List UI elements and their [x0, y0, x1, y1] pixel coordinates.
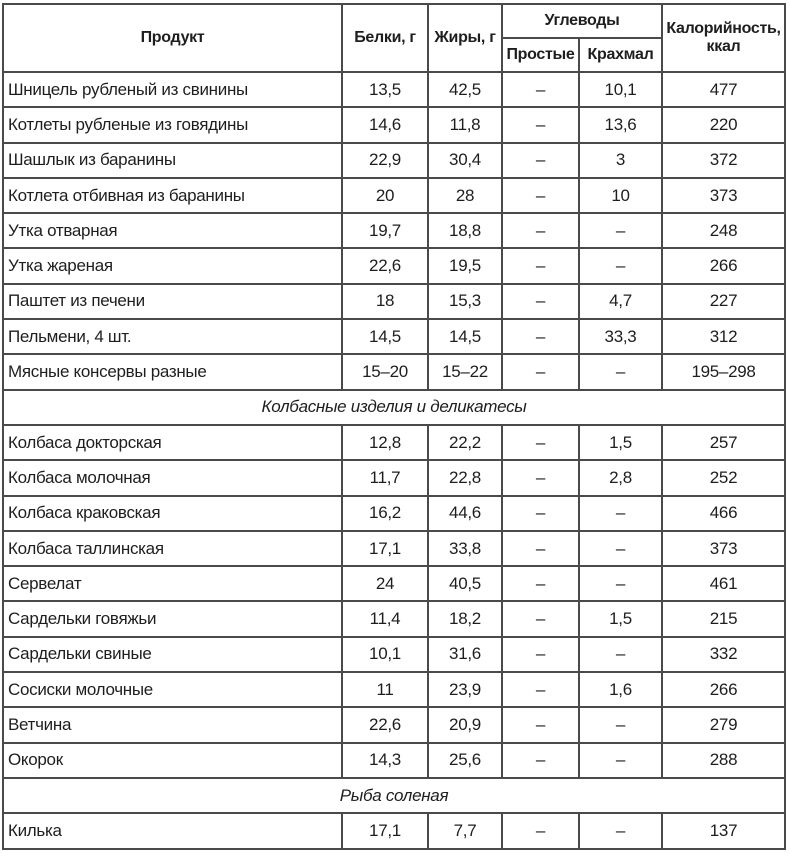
protein-cell: 11,7 — [342, 460, 428, 495]
fat-cell: 18,8 — [428, 213, 502, 248]
protein-cell: 22,6 — [342, 248, 428, 283]
product-cell: Котлеты рубленые из говядины — [3, 107, 342, 142]
starch-cell: 2,8 — [579, 460, 662, 495]
calories-cell: 266 — [662, 672, 785, 707]
table-row — [3, 284, 785, 319]
simple-carbs-cell: – — [502, 72, 579, 107]
calories-cell: 252 — [662, 460, 785, 495]
fat-cell: 31,6 — [428, 637, 502, 672]
product-cell: Сосиски молочные — [3, 672, 342, 707]
section-title: Рыба соленая — [3, 778, 785, 813]
protein-cell: 14,5 — [342, 319, 428, 354]
fat-cell: 23,9 — [428, 672, 502, 707]
table-row — [3, 460, 785, 495]
protein-cell: 10,1 — [342, 637, 428, 672]
table-row — [3, 672, 785, 707]
calories-cell: 195–298 — [662, 354, 785, 389]
table-row — [3, 813, 785, 848]
simple-carbs-cell: – — [502, 637, 579, 672]
section-row — [3, 390, 785, 425]
product-cell: Шашлык из баранины — [3, 143, 342, 178]
fat-cell: 14,5 — [428, 319, 502, 354]
fat-cell: 18,2 — [428, 601, 502, 636]
starch-cell: 1,5 — [579, 425, 662, 460]
calories-cell: 372 — [662, 143, 785, 178]
table-row — [3, 107, 785, 142]
protein-cell: 22,6 — [342, 707, 428, 742]
protein-cell: 22,9 — [342, 143, 428, 178]
product-cell: Килька — [3, 813, 342, 848]
starch-cell: 1,6 — [579, 672, 662, 707]
product-cell: Утка отварная — [3, 213, 342, 248]
starch-cell: 10,1 — [579, 72, 662, 107]
calories-cell: 220 — [662, 107, 785, 142]
product-cell: Шницель рубленый из свинины — [3, 72, 342, 107]
fat-cell: 11,8 — [428, 107, 502, 142]
simple-carbs-cell: – — [502, 813, 579, 848]
header-product: Продукт — [3, 4, 342, 72]
header-calories-line2: ккал — [706, 38, 741, 55]
simple-carbs-cell: – — [502, 284, 579, 319]
starch-cell: – — [579, 213, 662, 248]
product-cell: Ветчина — [3, 707, 342, 742]
fat-cell: 15–22 — [428, 354, 502, 389]
table-row — [3, 319, 785, 354]
protein-cell: 16,2 — [342, 496, 428, 531]
simple-carbs-cell: – — [502, 248, 579, 283]
section-title: Колбасные изделия и деликатесы — [3, 390, 785, 425]
table-row — [3, 601, 785, 636]
protein-cell: 20 — [342, 178, 428, 213]
simple-carbs-cell: – — [502, 531, 579, 566]
protein-cell: 14,3 — [342, 743, 428, 778]
table-row — [3, 178, 785, 213]
product-cell: Сардельки свиные — [3, 637, 342, 672]
calories-cell: 137 — [662, 813, 785, 848]
product-cell: Паштет из печени — [3, 284, 342, 319]
fat-cell: 22,2 — [428, 425, 502, 460]
starch-cell: – — [579, 637, 662, 672]
product-cell: Колбаса молочная — [3, 460, 342, 495]
starch-cell: – — [579, 531, 662, 566]
starch-cell: – — [579, 248, 662, 283]
calories-cell: 466 — [662, 496, 785, 531]
starch-cell: 4,7 — [579, 284, 662, 319]
nutrition-table — [2, 3, 786, 850]
calories-cell: 215 — [662, 601, 785, 636]
product-cell: Пельмени, 4 шт. — [3, 319, 342, 354]
protein-cell: 24 — [342, 566, 428, 601]
table-row — [3, 72, 785, 107]
starch-cell: 10 — [579, 178, 662, 213]
starch-cell: – — [579, 354, 662, 389]
calories-cell: 373 — [662, 178, 785, 213]
fat-cell: 44,6 — [428, 496, 502, 531]
fat-cell: 22,8 — [428, 460, 502, 495]
protein-cell: 14,6 — [342, 107, 428, 142]
fat-cell: 19,5 — [428, 248, 502, 283]
protein-cell: 12,8 — [342, 425, 428, 460]
table-body — [3, 72, 785, 849]
table-row — [3, 425, 785, 460]
fat-cell: 30,4 — [428, 143, 502, 178]
table-row — [3, 707, 785, 742]
calories-cell: 373 — [662, 531, 785, 566]
header-carbs-starch: Крахмал — [579, 38, 662, 72]
section-row — [3, 778, 785, 813]
fat-cell: 20,9 — [428, 707, 502, 742]
protein-cell: 15–20 — [342, 354, 428, 389]
table-row — [3, 354, 785, 389]
calories-cell: 266 — [662, 248, 785, 283]
protein-cell: 13,5 — [342, 72, 428, 107]
protein-cell: 17,1 — [342, 813, 428, 848]
table-row — [3, 637, 785, 672]
simple-carbs-cell: – — [502, 213, 579, 248]
simple-carbs-cell: – — [502, 425, 579, 460]
calories-cell: 257 — [662, 425, 785, 460]
starch-cell: 1,5 — [579, 601, 662, 636]
calories-cell: 279 — [662, 707, 785, 742]
simple-carbs-cell: – — [502, 107, 579, 142]
table-row — [3, 143, 785, 178]
calories-cell: 288 — [662, 743, 785, 778]
table-header — [3, 4, 785, 72]
starch-cell: – — [579, 743, 662, 778]
product-cell: Сардельки говяжьи — [3, 601, 342, 636]
fat-cell: 25,6 — [428, 743, 502, 778]
table-row — [3, 496, 785, 531]
calories-cell: 312 — [662, 319, 785, 354]
protein-cell: 17,1 — [342, 531, 428, 566]
starch-cell: – — [579, 813, 662, 848]
simple-carbs-cell: – — [502, 496, 579, 531]
fat-cell: 33,8 — [428, 531, 502, 566]
simple-carbs-cell: – — [502, 743, 579, 778]
product-cell: Сервелат — [3, 566, 342, 601]
table-row — [3, 566, 785, 601]
calories-cell: 227 — [662, 284, 785, 319]
product-cell: Колбаса таллинская — [3, 531, 342, 566]
header-calories-line1: Калорийность, — [666, 20, 781, 37]
simple-carbs-cell: – — [502, 707, 579, 742]
starch-cell: – — [579, 496, 662, 531]
table-row — [3, 213, 785, 248]
header-carbs: Углеводы — [502, 4, 662, 38]
starch-cell: – — [579, 566, 662, 601]
fat-cell: 40,5 — [428, 566, 502, 601]
calories-cell: 477 — [662, 72, 785, 107]
protein-cell: 11 — [342, 672, 428, 707]
calories-cell: 332 — [662, 637, 785, 672]
simple-carbs-cell: – — [502, 319, 579, 354]
simple-carbs-cell: – — [502, 143, 579, 178]
header-calories — [662, 4, 785, 72]
calories-cell: 461 — [662, 566, 785, 601]
product-cell: Котлета отбивная из баранины — [3, 178, 342, 213]
fat-cell: 28 — [428, 178, 502, 213]
product-cell: Колбаса докторская — [3, 425, 342, 460]
protein-cell: 18 — [342, 284, 428, 319]
table-row — [3, 531, 785, 566]
calories-cell: 248 — [662, 213, 785, 248]
product-cell: Мясные консервы разные — [3, 354, 342, 389]
table-row — [3, 248, 785, 283]
table-row — [3, 743, 785, 778]
product-cell: Утка жареная — [3, 248, 342, 283]
header-protein: Белки, г — [342, 4, 428, 72]
simple-carbs-cell: – — [502, 566, 579, 601]
starch-cell: 13,6 — [579, 107, 662, 142]
protein-cell: 11,4 — [342, 601, 428, 636]
simple-carbs-cell: – — [502, 672, 579, 707]
simple-carbs-cell: – — [502, 601, 579, 636]
fat-cell: 42,5 — [428, 72, 502, 107]
header-carbs-simple: Простые — [502, 38, 579, 72]
product-cell: Окорок — [3, 743, 342, 778]
simple-carbs-cell: – — [502, 354, 579, 389]
fat-cell: 7,7 — [428, 813, 502, 848]
protein-cell: 19,7 — [342, 213, 428, 248]
simple-carbs-cell: – — [502, 178, 579, 213]
fat-cell: 15,3 — [428, 284, 502, 319]
starch-cell: – — [579, 707, 662, 742]
starch-cell: 3 — [579, 143, 662, 178]
product-cell: Колбаса краковская — [3, 496, 342, 531]
simple-carbs-cell: – — [502, 460, 579, 495]
header-fat: Жиры, г — [428, 4, 502, 72]
starch-cell: 33,3 — [579, 319, 662, 354]
